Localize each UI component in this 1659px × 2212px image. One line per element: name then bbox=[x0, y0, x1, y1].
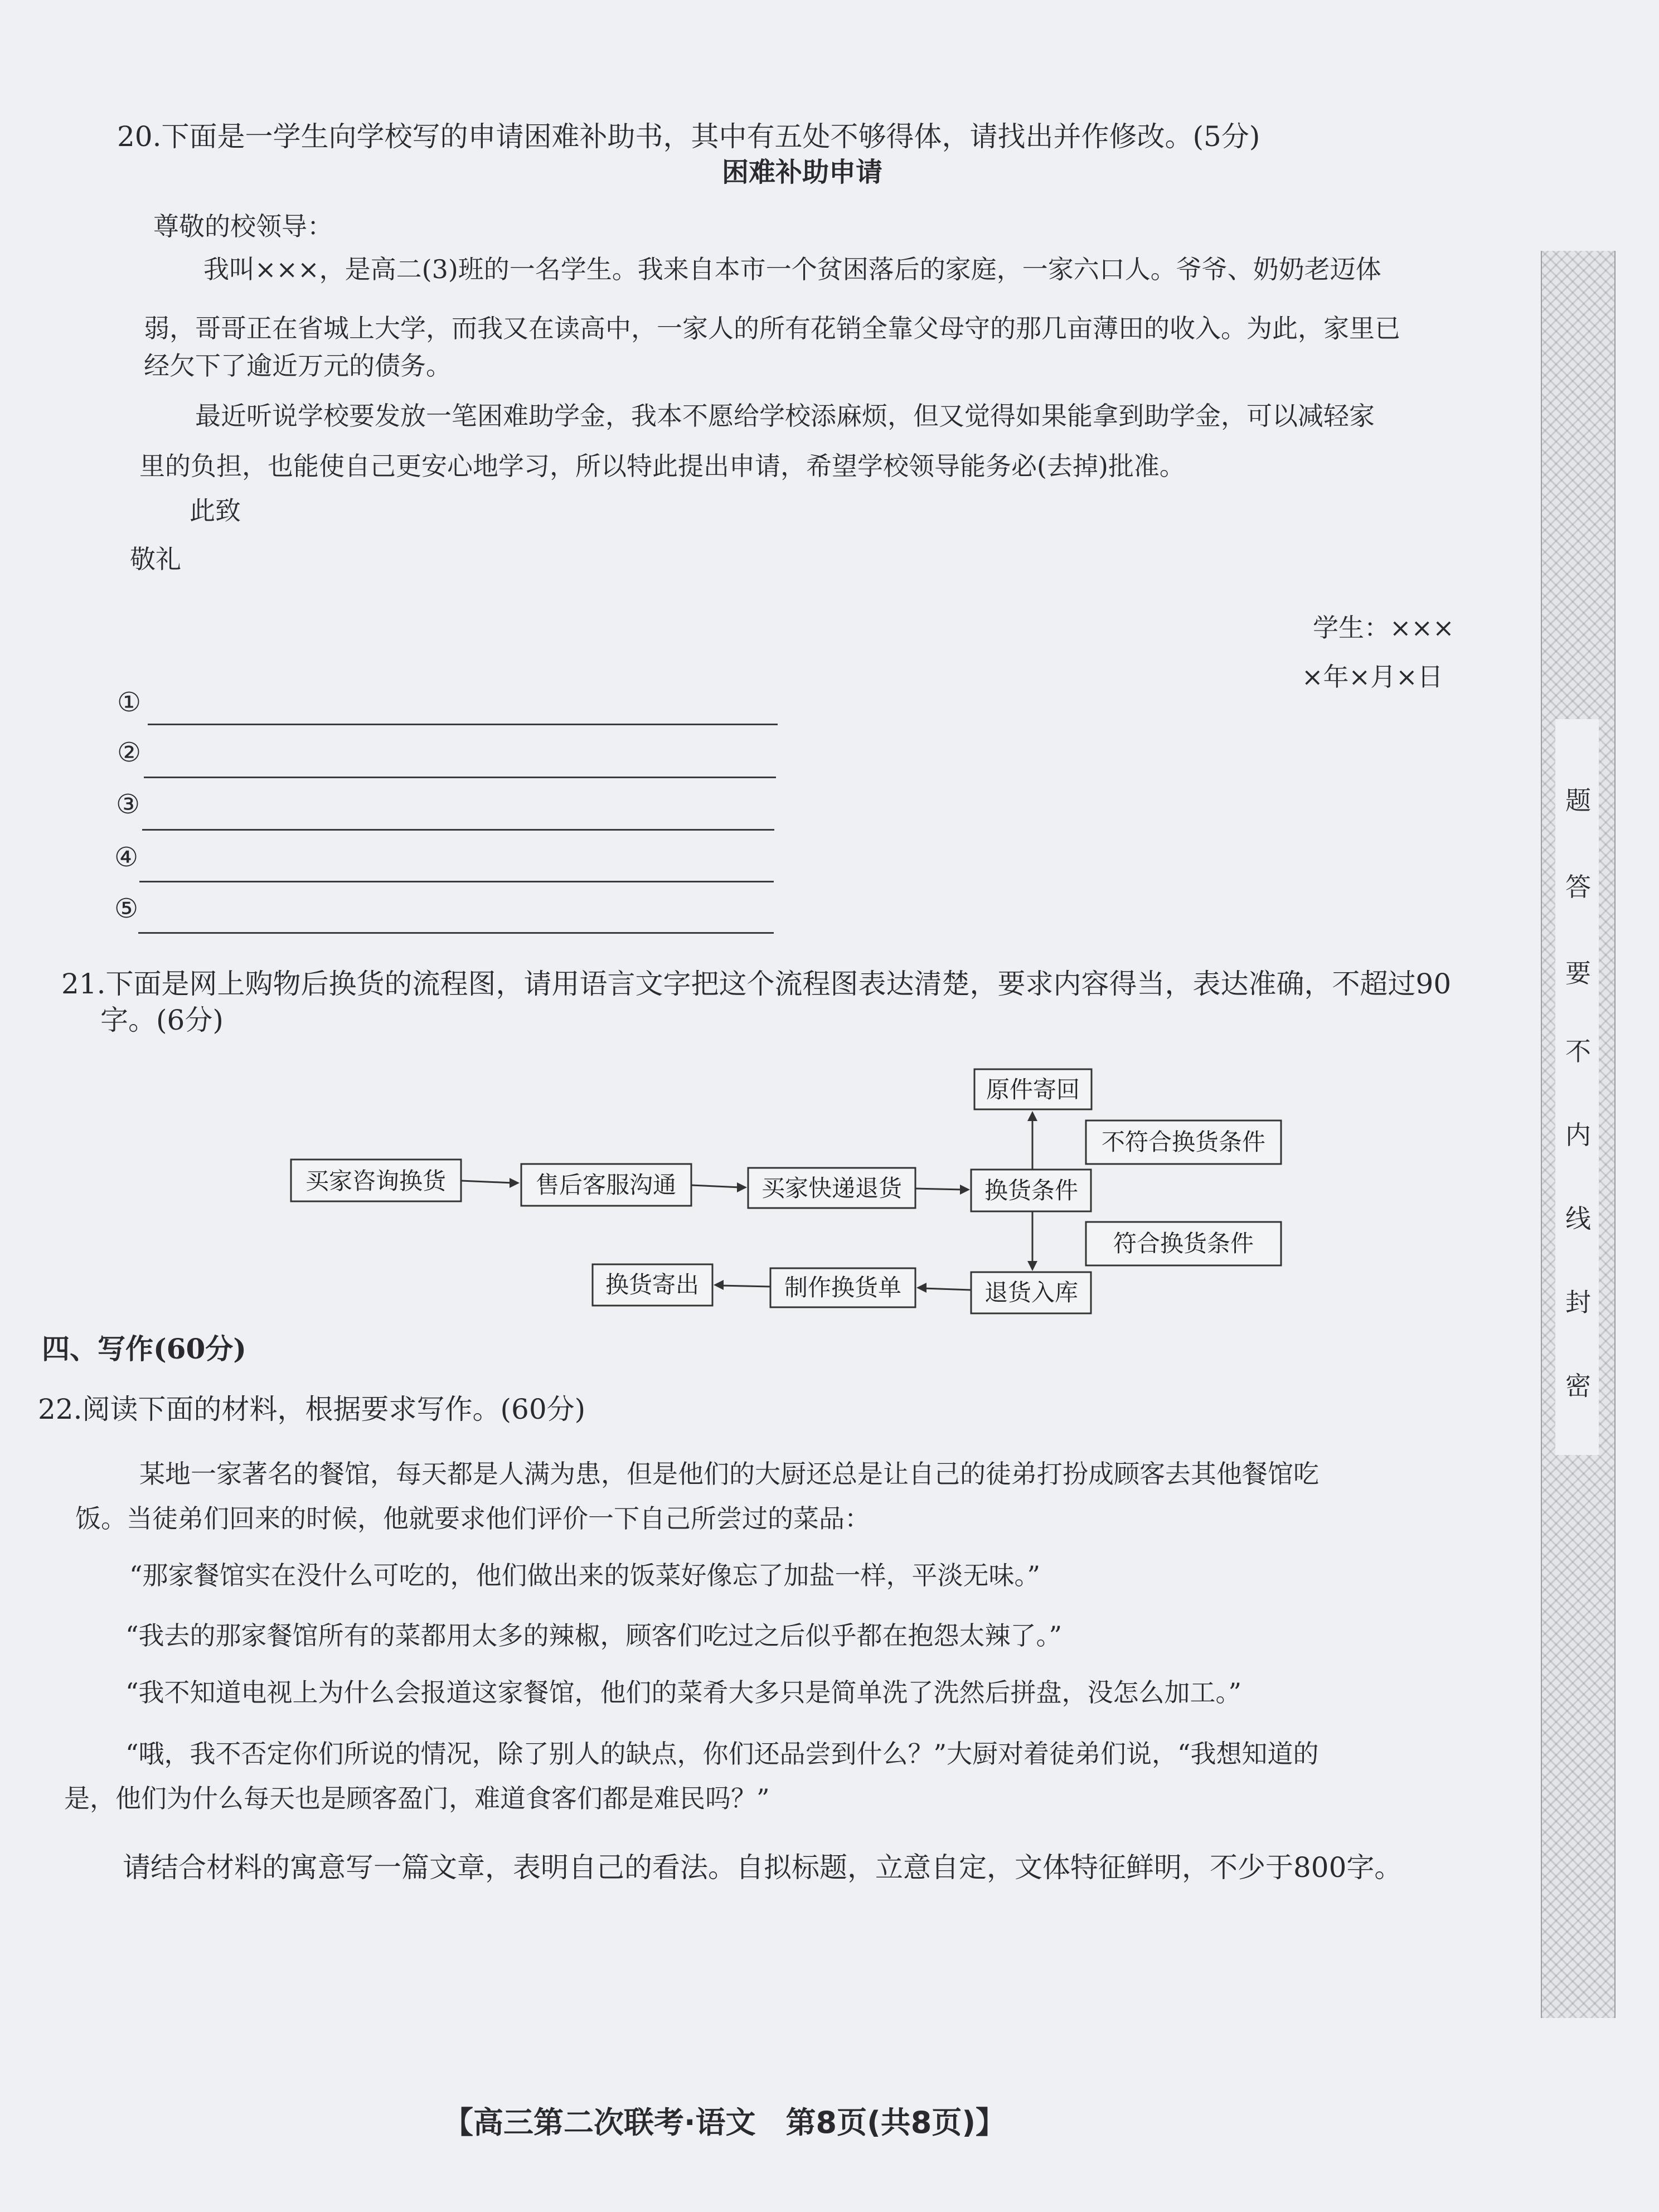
q22-para1-line1: 某地一家著名的餐馆，每天都是人满为患，但是他们的大厨还总是让自己的徒弟打扮成顾客去其他餐馆吃 bbox=[139, 1459, 1319, 1489]
arrow-1 bbox=[461, 1181, 513, 1183]
blank-number-3: ③ bbox=[116, 789, 140, 820]
node-consult: 买家咨询换货 bbox=[305, 1167, 447, 1195]
q22-prompt: 22.阅读下面的材料，根据要求写作。(60分) bbox=[38, 1393, 586, 1425]
seal-char: 封 bbox=[1565, 1287, 1591, 1317]
q22-quote-3: “我不知道电视上为什么会报道这家餐馆，他们的菜肴大多只是简单洗了洗然后拼盘，没怎么加工。” bbox=[125, 1677, 1242, 1707]
node-service: 售后客服沟通 bbox=[535, 1171, 677, 1199]
node-warehouse: 退货入库 bbox=[984, 1279, 1079, 1306]
section-4-heading: 四、写作(60分) bbox=[42, 1332, 246, 1365]
seal-char: 密 bbox=[1565, 1371, 1591, 1401]
blank-number-2: ② bbox=[117, 737, 142, 768]
seal-char: 要 bbox=[1565, 958, 1591, 988]
arrow-5 bbox=[720, 1286, 770, 1287]
node-make-order: 制作换货单 bbox=[784, 1274, 902, 1301]
q22-quote-2: “我去的那家餐馆所有的菜都用太多的辣椒，顾客们吃过之后似乎都在抱怨太辣了。” bbox=[125, 1621, 1063, 1651]
q22-task: 请结合材料的寓意写一篇文章，表明自己的看法。自拟标题，立意自定，文体特征鲜明，不少于800字。 bbox=[123, 1851, 1403, 1884]
blank-number-1: ① bbox=[117, 687, 142, 718]
node-send-back: 原件寄回 bbox=[986, 1076, 1080, 1103]
blank-number-5: ⑤ bbox=[114, 893, 139, 924]
q21-prompt-line1: 21.下面是网上购物后换货的流程图，请用语言文字把这个流程图表达清楚，要求内容得当，表达准确，不超过90 bbox=[61, 968, 1452, 1000]
letter-date: ×年×月×日 bbox=[1302, 662, 1443, 692]
blank-number-4: ④ bbox=[114, 842, 139, 873]
letter-para1-line3: 经欠下了逾近万元的债务。 bbox=[144, 351, 452, 381]
page-footer: 【高三第二次联考·语文 第8页(共8页)】 bbox=[443, 2105, 1006, 2140]
seal-char: 答 bbox=[1565, 872, 1591, 902]
letter-para1-line2: 弱，哥哥正在省城上大学，而我又在读高中，一家人的所有花销全靠父母守的那几亩薄田的收入。为此，家里已 bbox=[144, 313, 1400, 343]
q22-para1-line2: 饭。当徒弟们回来的时候，他就要求他们评价一下自己所尝过的菜品： bbox=[75, 1503, 870, 1534]
letter-closing-1: 此致 bbox=[190, 496, 241, 526]
seal-char: 线 bbox=[1565, 1204, 1591, 1234]
q22-quote-1: “那家餐馆实在没什么可吃的，他们做出来的饭菜好像忘了加盐一样，平淡无味。” bbox=[129, 1560, 1041, 1590]
node-return: 买家快递退货 bbox=[761, 1175, 903, 1202]
arrow-4 bbox=[923, 1288, 971, 1290]
q20-prompt: 20.下面是一学生向学校写的申请困难补助书，其中有五处不够得体，请找出并作修改。(5分) bbox=[117, 120, 1260, 153]
arrow-3 bbox=[915, 1189, 963, 1190]
arrow-2 bbox=[691, 1185, 740, 1187]
seal-char: 不 bbox=[1565, 1036, 1591, 1066]
node-not-meet: 不符合换货条件 bbox=[1101, 1128, 1266, 1156]
letter-salutation: 尊敬的校领导： bbox=[153, 211, 333, 241]
letter-closing-2: 敬礼 bbox=[130, 544, 181, 574]
q21-prompt-line2: 字。(6分) bbox=[100, 1004, 224, 1036]
seal-char: 题 bbox=[1565, 785, 1591, 816]
node-condition: 换货条件 bbox=[984, 1177, 1079, 1204]
letter-para1-line1: 我叫×××，是高二(3)班的一名学生。我来自本市一个贫困落后的家庭，一家六口人。爷爷、奶奶老迈体 bbox=[203, 254, 1381, 284]
node-meet: 符合换货条件 bbox=[1113, 1230, 1254, 1257]
node-ship: 换货寄出 bbox=[605, 1271, 700, 1298]
letter-para2-line1: 最近听说学校要发放一笔困难助学金，我本不愿给学校添麻烦，但又觉得如果能拿到助学金，可以减轻家 bbox=[195, 401, 1375, 431]
q22-quote-4-line1: “哦，我不否定你们所说的情况，除了别人的缺点，你们还品尝到什么？”大厨对着徒弟们说，“我想知道的 bbox=[125, 1739, 1319, 1769]
seal-char: 内 bbox=[1565, 1120, 1591, 1150]
letter-signature: 学生：××× bbox=[1313, 613, 1454, 643]
letter-title: 困难补助申请 bbox=[722, 157, 883, 188]
letter-para2-line2: 里的负担，也能使自己更安心地学习，所以特此提出申请，希望学校领导能务必(去掉)批准。 bbox=[139, 451, 1185, 481]
q22-quote-4-line2: 是，他们为什么每天也是顾客盈门，难道食客们都是难民吗？” bbox=[64, 1783, 770, 1813]
